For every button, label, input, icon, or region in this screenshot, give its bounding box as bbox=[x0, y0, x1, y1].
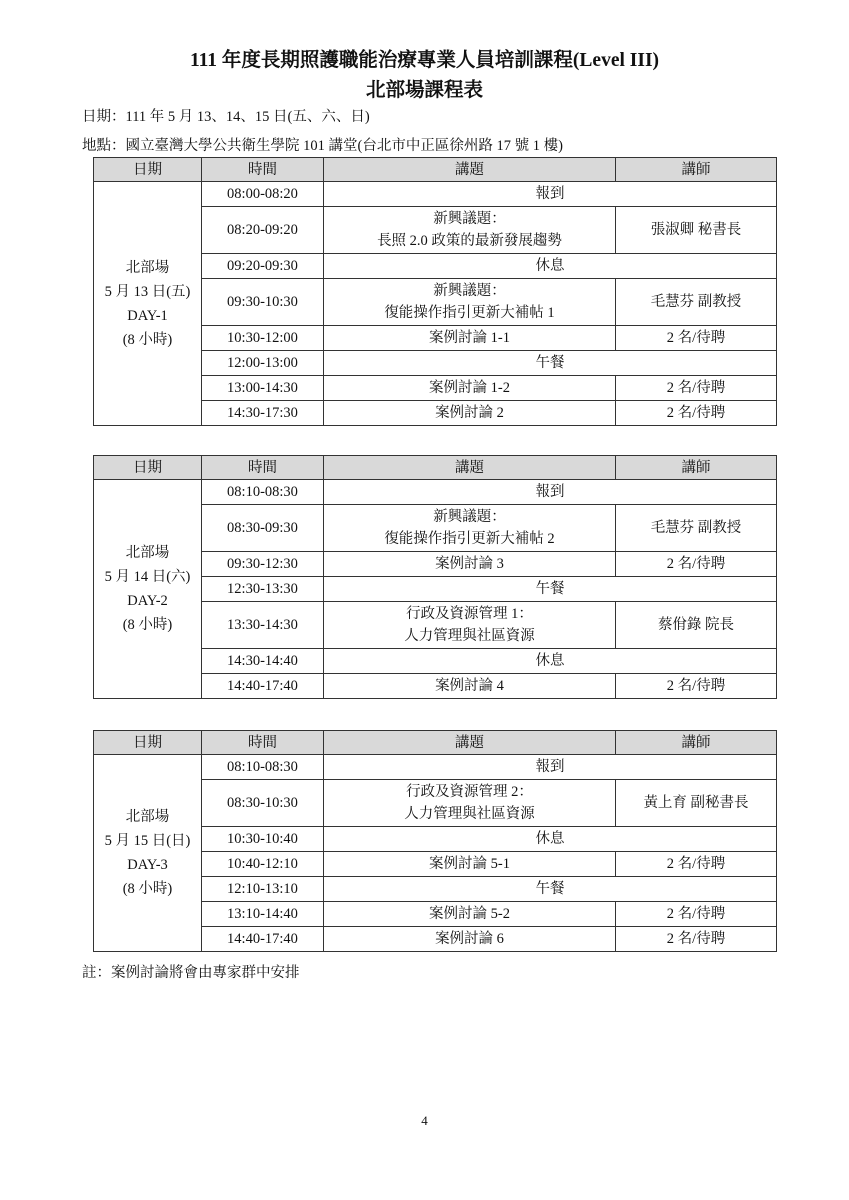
topic-cell bbox=[324, 480, 777, 505]
header-speaker: 講師 bbox=[616, 456, 777, 480]
cell-text: 報到 bbox=[535, 484, 565, 500]
cell-text: 午餐 bbox=[535, 355, 565, 371]
cell-text: 案例討論 5-1 bbox=[429, 856, 510, 872]
speaker-cell: 2 名/待聘 bbox=[616, 852, 777, 877]
cell-text: 人力管理與社區資源 bbox=[404, 628, 535, 644]
header-time: 時間 bbox=[202, 456, 324, 480]
cell-text: 報到 bbox=[535, 186, 565, 202]
topic-cell bbox=[324, 279, 616, 326]
topic-cell bbox=[324, 351, 777, 376]
topic-cell bbox=[324, 182, 777, 207]
cell-text: 休息 bbox=[535, 653, 565, 669]
day-label bbox=[94, 182, 202, 426]
time-cell: 13:00-14:30 bbox=[202, 376, 324, 401]
topic-cell bbox=[324, 827, 777, 852]
time-cell: 10:30-10:40 bbox=[202, 827, 324, 852]
header-row bbox=[94, 158, 777, 182]
topic-cell bbox=[324, 902, 616, 927]
footnote: 註：案例討論將會由專家群中安排 bbox=[82, 965, 300, 981]
topic-cell bbox=[324, 877, 777, 902]
cell-text: 北部場 bbox=[125, 809, 170, 825]
cell-text: 午餐 bbox=[535, 881, 565, 897]
cell-text: 新興議題： bbox=[433, 211, 506, 227]
cell-text: (8 小時) bbox=[122, 331, 173, 348]
topic-cell bbox=[324, 254, 777, 279]
table-row bbox=[94, 480, 777, 505]
schedule-table-day-3 bbox=[93, 730, 777, 952]
time-cell: 09:30-10:30 bbox=[202, 279, 324, 326]
cell-text: 案例討論 2 bbox=[435, 405, 504, 421]
day-label bbox=[94, 480, 202, 699]
cell-text: DAY-3 bbox=[127, 857, 168, 873]
page-subtitle: 北部場課程表 bbox=[365, 80, 483, 101]
speaker-cell: 2 名/待聘 bbox=[616, 326, 777, 351]
speaker-cell: 黃上育 副秘書長 bbox=[616, 780, 777, 827]
header-date: 日期 bbox=[94, 456, 202, 480]
topic-cell bbox=[324, 326, 616, 351]
schedule-table-day-1 bbox=[93, 157, 777, 426]
cell-text: 案例討論 5-2 bbox=[429, 906, 510, 922]
time-cell: 14:40-17:40 bbox=[202, 927, 324, 952]
topic-cell bbox=[324, 207, 616, 254]
header-speaker: 講師 bbox=[616, 731, 777, 755]
time-cell: 12:30-13:30 bbox=[202, 577, 324, 602]
topic-cell bbox=[324, 376, 616, 401]
cell-text: 新興議題： bbox=[433, 509, 506, 525]
topic-cell bbox=[324, 602, 616, 649]
speaker-cell: 2 名/待聘 bbox=[616, 552, 777, 577]
time-cell: 13:10-14:40 bbox=[202, 902, 324, 927]
event-venue: 地點：國立臺灣大學公共衛生學院 101 講堂(台北市中正區徐州路 17 號 1 樓) bbox=[82, 138, 563, 154]
time-cell: 08:00-08:20 bbox=[202, 182, 324, 207]
cell-text: 復能操作指引更新大補帖 2 bbox=[384, 531, 555, 547]
cell-text: 案例討論 1-2 bbox=[429, 380, 510, 396]
time-cell: 10:30-12:00 bbox=[202, 326, 324, 351]
time-cell: 08:20-09:20 bbox=[202, 207, 324, 254]
topic-cell bbox=[324, 755, 777, 780]
speaker-cell: 毛慧芬 副教授 bbox=[616, 505, 777, 552]
cell-text: 案例討論 1-1 bbox=[429, 330, 510, 346]
cell-text: 5 月 13 日(五) bbox=[104, 283, 191, 300]
schedule-table-day-2 bbox=[93, 455, 777, 699]
time-cell: 08:30-10:30 bbox=[202, 780, 324, 827]
cell-text: 休息 bbox=[535, 831, 565, 847]
header-speaker: 講師 bbox=[616, 158, 777, 182]
cell-text: DAY-2 bbox=[127, 593, 168, 609]
speaker-cell: 2 名/待聘 bbox=[616, 674, 777, 699]
time-cell: 10:40-12:10 bbox=[202, 852, 324, 877]
topic-cell bbox=[324, 674, 616, 699]
day-label bbox=[94, 755, 202, 952]
cell-text: 北部場 bbox=[125, 259, 170, 276]
topic-cell bbox=[324, 852, 616, 877]
cell-text: 案例討論 4 bbox=[435, 678, 504, 694]
topic-cell bbox=[324, 649, 777, 674]
topic-cell bbox=[324, 505, 616, 552]
topic-cell bbox=[324, 401, 616, 426]
speaker-cell: 2 名/待聘 bbox=[616, 902, 777, 927]
cell-text: 休息 bbox=[535, 258, 565, 274]
cell-text: 5 月 14 日(六) bbox=[104, 569, 191, 585]
page-title: 111 年度長期照護職能治療專業人員培訓課程(Level III) bbox=[189, 50, 660, 71]
header-date: 日期 bbox=[94, 731, 202, 755]
cell-text: 案例討論 3 bbox=[435, 556, 504, 572]
time-cell: 12:00-13:00 bbox=[202, 351, 324, 376]
cell-text: 復能操作指引更新大補帖 1 bbox=[384, 305, 555, 321]
topic-cell bbox=[324, 927, 616, 952]
speaker-cell: 張淑卿 秘書長 bbox=[616, 207, 777, 254]
header-row bbox=[94, 456, 777, 480]
time-cell: 08:10-08:30 bbox=[202, 480, 324, 505]
cell-text: 5 月 15 日(日) bbox=[104, 833, 191, 849]
cell-text: (8 小時) bbox=[122, 881, 173, 897]
cell-text: (8 小時) bbox=[122, 617, 173, 633]
cell-text: 報到 bbox=[535, 759, 565, 775]
speaker-cell: 2 名/待聘 bbox=[616, 376, 777, 401]
time-cell: 08:10-08:30 bbox=[202, 755, 324, 780]
speaker-cell: 2 名/待聘 bbox=[616, 927, 777, 952]
page-number: 4 bbox=[421, 1113, 428, 1128]
cell-text: 新興議題： bbox=[433, 283, 506, 299]
time-cell: 13:30-14:30 bbox=[202, 602, 324, 649]
topic-cell bbox=[324, 552, 616, 577]
time-cell: 14:40-17:40 bbox=[202, 674, 324, 699]
header-time: 時間 bbox=[202, 731, 324, 755]
table-row bbox=[94, 755, 777, 780]
time-cell: 14:30-14:40 bbox=[202, 649, 324, 674]
topic-cell bbox=[324, 577, 777, 602]
cell-text: 長照 2.0 政策的最新發展趨勢 bbox=[377, 233, 562, 249]
header-topic: 講題 bbox=[324, 731, 616, 755]
cell-text: 人力管理與社區資源 bbox=[404, 806, 535, 822]
speaker-cell: 毛慧芬 副教授 bbox=[616, 279, 777, 326]
header-time: 時間 bbox=[202, 158, 324, 182]
time-cell: 12:10-13:10 bbox=[202, 877, 324, 902]
header-row bbox=[94, 731, 777, 755]
speaker-cell: 蔡佾錄 院長 bbox=[616, 602, 777, 649]
header-topic: 講題 bbox=[324, 158, 616, 182]
table-row bbox=[94, 182, 777, 207]
cell-text: DAY-1 bbox=[127, 307, 168, 324]
time-cell: 14:30-17:30 bbox=[202, 401, 324, 426]
speaker-cell: 2 名/待聘 bbox=[616, 401, 777, 426]
event-date: 日期：111 年 5 月 13、14、15 日(五、六、日) bbox=[82, 109, 370, 125]
cell-text: 午餐 bbox=[535, 581, 565, 597]
cell-text: 行政及資源管理 1： bbox=[406, 606, 533, 622]
header-date: 日期 bbox=[94, 158, 202, 182]
header-topic: 講題 bbox=[324, 456, 616, 480]
cell-text: 行政及資源管理 2： bbox=[406, 784, 533, 800]
time-cell: 08:30-09:30 bbox=[202, 505, 324, 552]
cell-text: 北部場 bbox=[125, 545, 170, 561]
cell-text: 案例討論 6 bbox=[435, 931, 504, 947]
time-cell: 09:30-12:30 bbox=[202, 552, 324, 577]
time-cell: 09:20-09:30 bbox=[202, 254, 324, 279]
topic-cell bbox=[324, 780, 616, 827]
